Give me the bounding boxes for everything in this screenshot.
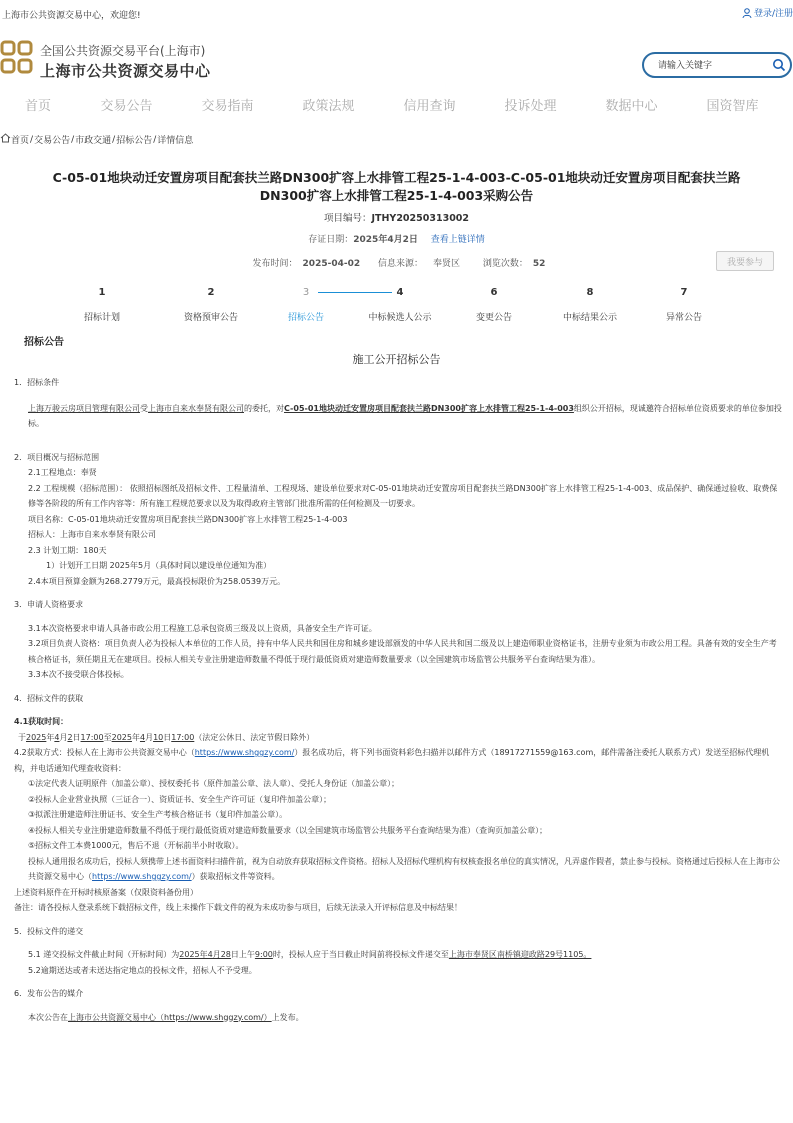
step-3[interactable]: 3 招标公告 — [287, 287, 324, 323]
step-2[interactable]: 2 资格预审公告 — [183, 287, 238, 323]
para-5-2: 5.2逾期送达或者未送达指定地点的投标文件，招标人不予受理。 — [28, 965, 257, 975]
para-4-2: 4.2获取方式：投标人在上海市公共资源交易中心（https://www.shggzy.com/）报名成功后，将下列书面资料彩色扫描并以邮件方式（18917271559@163.com，邮件需备注委托人联系方式）发送至招标代理机构，并电话通知代理查收资料： — [14, 748, 770, 773]
save-info — [0, 232, 793, 245]
heading-2: 2．项目概况与招标范围 — [14, 452, 100, 462]
heading-5: 5．投标文件的递交 — [14, 926, 84, 936]
search-box — [642, 52, 792, 78]
nav-home[interactable]: 首页 — [24, 99, 51, 114]
step-6[interactable]: 8 中标结果公示 — [562, 287, 617, 323]
para-4-2-i5: ⑤招标文件工本费1000元，售后不退（开标前半小时收取）。 — [28, 841, 244, 850]
notice-title: C-05-01地块动迁安置房项目配套扶兰路DN300扩容上水排管工程25-1-4-003-C-05-01地块动迁安置房项目配套扶兰路DN300扩容上水排管工程25-1-4-003采购公告 — [52, 170, 741, 203]
para-3-1: 3.1本次资格要求申请人具备市政公用工程施工总承包资质三级及以上资质，具备安全生产许可证。 — [28, 623, 377, 633]
user-icon — [742, 8, 752, 18]
chain-detail-link[interactable]: 查看上链详情 — [430, 235, 485, 245]
para-4-1-time: 于2025年4月2日17:00至2025年4月10日17:00（法定公休日、法定节假日除外） — [18, 732, 315, 742]
top-bar — [0, 0, 793, 26]
heading-4: 4．招标文件的获取 — [14, 693, 84, 703]
project-number — [0, 210, 793, 224]
para-2-name: 项目名称：C-05-01地块动迁安置房项目配套扶兰路DN300扩容上水排管工程25-1-4-003 — [28, 514, 348, 524]
site-logo-icon[interactable] — [0, 40, 34, 76]
para-4-2-i1: ①法定代表人证明原件（加盖公章）、授权委托书（原件加盖公章、法人章）、受托人身份证（加盖公章）； — [28, 779, 400, 788]
login-label[interactable]: 登录/注册 — [753, 9, 793, 19]
main-nav — [0, 92, 793, 122]
search-icon[interactable] — [772, 58, 786, 75]
para-4-3: 投标人通用报名成功后，投标人须携带上述书面资料扫描件前，视为自动放弃获取招标文件资格。招标人及招标代理机构有权核查报名单位的真实情况，凡弄虚作假者，禁止参与投标。资格通过后投标人在上海市公共资源交易中心（https://www.shggzy.com/）获取招标文件等资料。 — [28, 856, 780, 881]
save-date-label: 存证日期： — [308, 235, 354, 245]
nav-think-tank[interactable]: 国资智库 — [706, 99, 759, 114]
progress-steps — [0, 286, 793, 326]
para-2-4: 2.4本项目预算金额为268.2779万元，最高投标限价为258.0539万元。 — [28, 576, 286, 586]
join-button[interactable]: 我要参与 — [716, 251, 774, 271]
home-icon[interactable] — [0, 133, 11, 146]
section-label: 招标公告 — [24, 337, 64, 348]
nav-trade-guide[interactable]: 交易指南 — [201, 99, 254, 114]
heading-1: 1．招标条件 — [14, 378, 60, 387]
welcome-text: 上海市公共资源交易中心，欢迎您! — [2, 11, 141, 21]
publish-time: 2025-04-02 — [302, 259, 361, 269]
breadcrumb: 首页 / 交易公告 / 市政交通 / 招标公告 / 详情信息 — [0, 133, 193, 146]
notice-body — [14, 375, 784, 1025]
crumb-municipal[interactable]: 市政交通 — [75, 136, 112, 146]
step-7[interactable]: 7 异常公告 — [665, 287, 702, 323]
para-4-5: 备注：请各投标人登录系统下载招标文件，线上未操作下载文件的视为未成功参与项目，后续无法录入开评标信息及中标结果！ — [14, 903, 462, 912]
step-5[interactable]: 6 变更公告 — [475, 287, 512, 323]
para-1: 上海万骏云房项目管理有限公司受上海市自来水奉贤有限公司的委托，对C-05-01地块动迁安置房项目配套扶兰路DN300扩容上水排管工程25-1-4-003组织公开招标，现诚邀符合招标单位资质要求的单位参加投标。 — [28, 403, 782, 428]
views-value: 52 — [532, 259, 546, 269]
para-2-1: 2.1工程地点：奉贤 — [28, 468, 97, 477]
shggzy-link-2[interactable]: https://www.shggzy.com/ — [92, 872, 192, 881]
crumb-detail: 详情信息 — [157, 136, 194, 146]
para-2-3a: 1）计划开工日期 2025年5月（具体时间以建设单位通知为准） — [46, 561, 272, 570]
para-2-2: 2.2 工程规模（招标范围）： 依照招标图纸及招标文件、工程量清单、工程现场、建设单位要求对C-05-01地块动迁安置房项目配套扶兰路DN300扩容上水排管工程25-1-4-003、成品保护、确保通过验收、取费保修等各阶段的所有工作内容等：所有施工程规范要求以及为取得政府主管部门批准所需的任何检测及一切要求。 — [28, 483, 778, 508]
source-value: 奉贤区 — [433, 259, 461, 269]
para-4-1: 4.1获取时间： — [14, 717, 69, 726]
views-label: 浏览次数： — [482, 259, 528, 269]
para-3-3: 3.3本次不接受联合体投标。 — [28, 670, 129, 679]
notice-meta — [0, 256, 793, 269]
crumb-tender-notice[interactable]: 招标公告 — [116, 136, 153, 146]
nav-policy[interactable]: 政策法规 — [302, 99, 355, 114]
heading-3: 3．申请人资格要求 — [14, 600, 84, 609]
shggzy-link-1[interactable]: https://www.shggzy.com/ — [194, 748, 295, 757]
doc-title: 施工公开招标公告 — [352, 353, 441, 366]
para-2-owner: 招标人：上海市自来水奉贤有限公司 — [28, 530, 156, 539]
para-4-2-i4: ④投标人相关专业注册建造师数量不得低于现行最低资质对建造师数量要求（以全国建筑市场监管公共服务平台查询结果为准）（查询页加盖公章）； — [28, 825, 548, 835]
para-5-1: 5.1 递交投标文件截止时间（开标时间）为2025年4月28日上午9:00时，投标人应于当日截止时间前将投标文件递交至上海市奉贤区南桥镇迎政路29号1105。 — [28, 950, 592, 959]
brand-line2: 上海市公共资源交易中心 — [40, 62, 211, 80]
nav-complaint[interactable]: 投诉处理 — [504, 99, 557, 114]
project-no-value: JTHY20250313002 — [371, 213, 470, 224]
login-link[interactable] — [742, 6, 793, 19]
para-2-3: 2.3 计划工期：180天 — [28, 545, 107, 555]
step-1[interactable]: 1 招标计划 — [83, 287, 120, 323]
nav-trade-notice[interactable]: 交易公告 — [100, 99, 153, 114]
brand-line1: 全国公共资源交易平台(上海市) — [40, 44, 206, 58]
para-6: 本次公告在上海市公共资源交易中心（https://www.shggzy.com/）上发布。 — [28, 1012, 304, 1022]
step-4[interactable]: 4 中标候选人公示 — [368, 287, 432, 323]
crumb-home[interactable]: 首页 — [11, 136, 30, 146]
project-no-label: 项目编号： — [323, 213, 372, 224]
nav-data[interactable]: 数据中心 — [605, 99, 658, 114]
heading-6: 6．发布公告的媒介 — [14, 989, 84, 998]
publish-label: 发布时间： — [252, 259, 298, 269]
para-4-2-i2: ②投标人企业营业执照（三证合一）、资质证书、安全生产许可证（复印件加盖公章）； — [28, 794, 332, 804]
search-input[interactable] — [656, 58, 770, 74]
nav-credit[interactable]: 信用查询 — [403, 99, 456, 114]
para-4-4: 上述资料原件在开标时核原备案（仅限资料备份用） — [14, 887, 198, 897]
save-date-value: 2025年4月2日 — [353, 235, 418, 245]
crumb-trade-notice[interactable]: 交易公告 — [34, 136, 71, 146]
para-4-2-i3: ③拟派注册建造师注册证书、安全生产考核合格证书（复印件加盖公章）。 — [28, 810, 288, 819]
source-label: 信息来源： — [378, 259, 424, 269]
para-3-2: 3.2项目负责人资格：项目负责人必为投标人本单位的工作人员，持有中华人民共和国住房和城乡建设部颁发的中华人民共和国二级及以上建造师职业资格证书，注册专业须为市政公用工程。具备有效的安全生产考核合格证书，须任期且无在建项目。投标人相关专业注册建造师数量不得低于现行最低资质对建造师数量要求（以全国建筑市场监管公共服务平台查询结果为准）。 — [28, 639, 777, 664]
